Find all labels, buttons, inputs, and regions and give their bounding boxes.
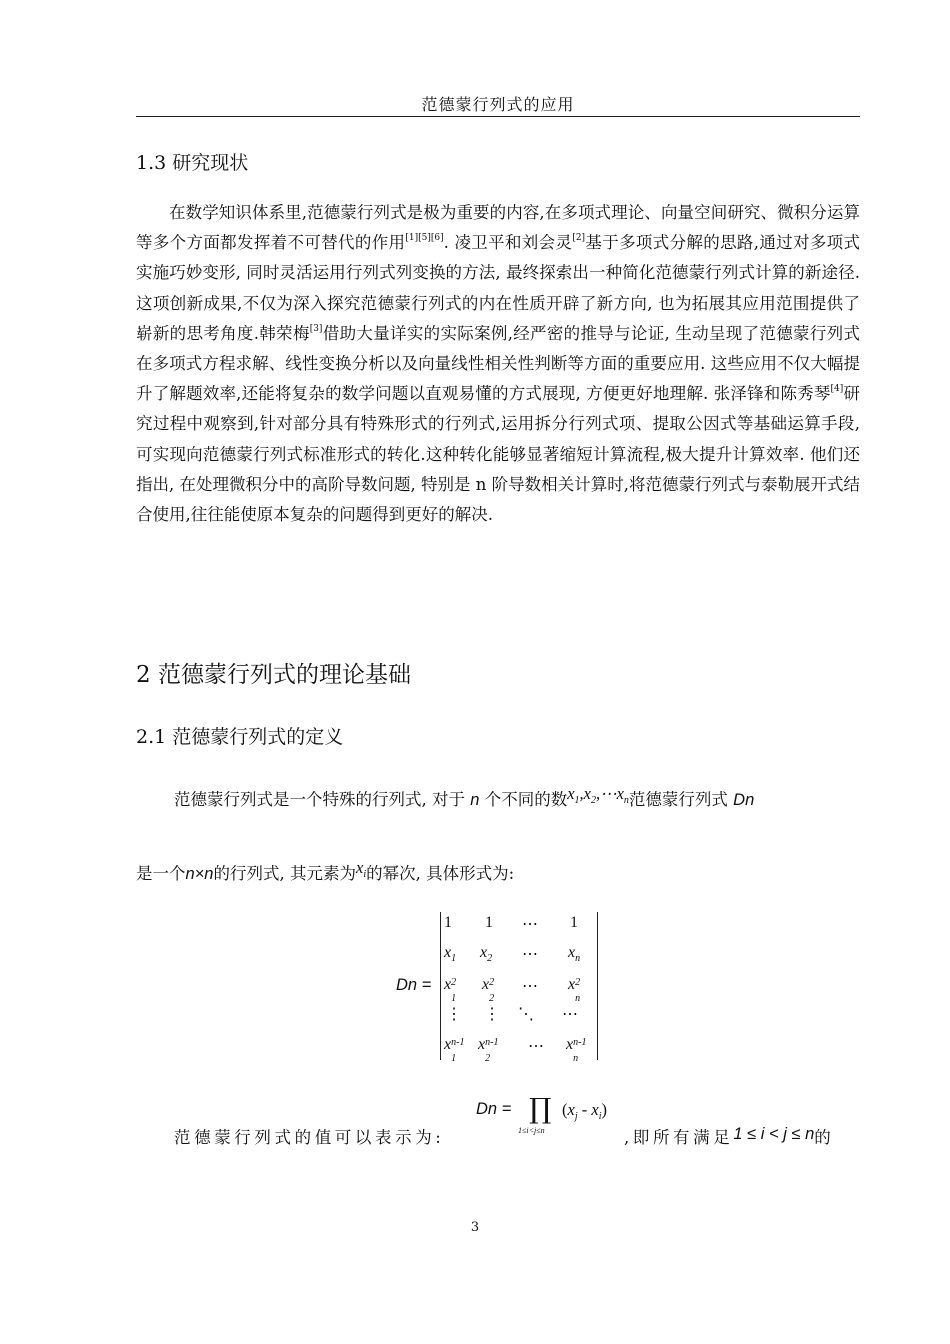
math-ellipsis: ,⋯	[595, 784, 617, 803]
det-cell	[482, 976, 497, 1004]
para-text-4: 借助大量详实的实际案例,经严密的推导与论证, 生动呈现了范德蒙行列式在多项式方程求解、线性变换分析以及向量线性相关性判断等方面的重要应用. 这些应用不仅大幅提升了解题效率,还能将复杂的数学问题以直观易懂的方式展现, 方便更好地理解. 张泽锋和陈秀琴	[136, 323, 860, 404]
para-text-5: 研究过程中观察到,针对部分具有特殊形式的行列式,运用拆分行列式项、提取公因式等基础运算手段,可实现向范德蒙行列式标准形式的转化.这种转化能够显著缩短计算流程,极大提升计算效率. 他们还指出, 在处理微积分中的高阶导数问题, 特别是 n 阶导数相关计算时,将范德蒙行列式与泰勒展开式结合使用,往往能使原本复杂的问题得到更好的解决.	[136, 384, 860, 525]
math-sub: n	[575, 993, 581, 1004]
math-x: x	[566, 1036, 574, 1053]
math-x: x	[444, 944, 452, 961]
det-right-bar	[597, 912, 598, 1060]
math-sub: n	[575, 953, 581, 964]
citation-2: [2]	[572, 233, 586, 244]
det-cell: ⋯	[528, 1038, 544, 1055]
math-x: x	[478, 1036, 486, 1053]
det-cell	[568, 976, 583, 1004]
text: 是一个	[136, 864, 186, 883]
math-x: x	[444, 1036, 452, 1053]
math-x: x	[568, 976, 576, 993]
math-sub: 2	[590, 795, 596, 806]
definition-line-1	[174, 786, 754, 812]
det-left-bar	[440, 912, 441, 1060]
product-formula	[476, 1094, 636, 1140]
product-lhs: Dn =	[476, 1100, 512, 1118]
paren: (	[562, 1100, 568, 1119]
text: ,即所有满足	[624, 1128, 734, 1147]
product-body	[562, 1100, 607, 1122]
para-text-1: 在数学知识体系里,范德蒙行列式是极为重要的内容,在多项式理论、向量空间研究、微积分运算等多个方面都发挥着不可替代的作用	[136, 203, 860, 253]
math-n: n	[470, 791, 480, 809]
math-sup: n-1	[573, 1037, 587, 1048]
math-sub: i	[598, 1111, 602, 1122]
math-x: x	[480, 944, 488, 961]
det-cell: ⋯	[522, 916, 538, 933]
det-cell: ⋯	[522, 978, 538, 995]
math-n-by-n: n×n	[185, 865, 214, 883]
math-sup: n-1	[451, 1037, 465, 1048]
math-comma: ,	[579, 784, 584, 803]
citation-3: [3]	[309, 323, 323, 334]
math-x: x	[356, 858, 364, 877]
running-header: 范德蒙行列式的应用	[421, 95, 575, 114]
paragraph-research-status	[136, 198, 860, 530]
math-sub: 1	[451, 993, 457, 1004]
math-sup: 2	[575, 977, 581, 988]
math-sub: n	[623, 795, 629, 806]
math-sub: i	[363, 869, 367, 880]
math-condition: 1 ≤ i < j ≤ n	[733, 1125, 815, 1143]
text: 个不同的数	[484, 790, 568, 809]
math-sub: 2	[487, 953, 493, 964]
text: 的	[814, 1128, 835, 1147]
citation-4: [4]	[830, 384, 844, 395]
para-text-2: . 凌卫平和刘会灵	[443, 233, 573, 253]
math-sub: 1	[451, 1053, 457, 1064]
math-x: x	[567, 784, 575, 803]
text: 范德蒙行列式	[628, 790, 728, 809]
math-sub: 1	[574, 795, 580, 806]
chapter-heading-2: 2 范德蒙行列式的理论基础	[136, 662, 411, 688]
text: 范德蒙行列式是一个特殊的行列式, 对于	[174, 790, 465, 809]
det-cell	[444, 1036, 473, 1064]
math-sub: 2	[489, 993, 495, 1004]
definition-line-2	[136, 860, 514, 886]
math-sup: 2	[451, 977, 457, 988]
math-x: x	[568, 944, 576, 961]
math-xi	[356, 858, 367, 880]
product-range: 1≤i<j≤n	[518, 1126, 545, 1135]
math-x: x	[567, 1100, 575, 1119]
det-cell	[444, 944, 456, 964]
det-label: Dn =	[396, 976, 432, 994]
det-cell: ⋯	[562, 1006, 578, 1023]
math-dn: Dn	[733, 791, 755, 809]
det-cell: 1	[485, 914, 493, 931]
det-cell	[480, 944, 492, 964]
math-x: x	[616, 784, 624, 803]
det-cell	[568, 944, 580, 964]
text: 的幂次, 具体形式为:	[366, 864, 515, 883]
header-rule	[136, 116, 860, 117]
math-sup: 2	[489, 977, 495, 988]
det-cell	[444, 976, 459, 1004]
math-x: x	[583, 784, 591, 803]
math-x: x	[482, 976, 490, 993]
para-text-3: 基于多项式分解的思路,通过对多项式实施巧妙变形, 同时灵活运用行列式列变换的方法, 最终探索出一种简化范德蒙行列式计算的新途径. 这项创新成果,不仅为深入探究范德蒙行列式的内在性质开辟了新方向, 也为拓展其应用范围提供了崭新的思考角度.韩荣梅	[136, 233, 861, 343]
citation-1-5-6: [1][5][6]	[405, 233, 444, 244]
page-number: 3	[470, 1220, 480, 1235]
definition-line-3-left: 范德蒙行列式的值可以表示为:	[174, 1128, 445, 1147]
math-sub: 2	[485, 1053, 491, 1064]
text: 的行列式, 其元素为	[213, 864, 356, 883]
section-heading-1-3: 1.3 研究现状	[136, 152, 249, 174]
det-cell	[478, 1036, 507, 1064]
math-sub: 1	[451, 953, 457, 964]
section-heading-2-1: 2.1 范德蒙行列式的定义	[136, 726, 344, 748]
math-x: x	[444, 976, 452, 993]
det-cell: 1	[444, 914, 452, 931]
det-cell: ⋯	[522, 946, 538, 963]
det-cell: ⋮	[484, 1006, 500, 1023]
product-symbol: ∏	[529, 1092, 552, 1125]
paren: )	[601, 1100, 607, 1119]
det-cell	[566, 1036, 595, 1064]
det-cell: ⋮	[446, 1006, 462, 1023]
det-cell: 1	[570, 914, 578, 931]
math-sub: j	[574, 1111, 578, 1122]
math-sup: n-1	[485, 1037, 499, 1048]
definition-line-3-right	[624, 1124, 834, 1148]
det-cell: ⋱	[518, 1006, 534, 1023]
minus: -	[581, 1100, 588, 1119]
math-x-sequence	[567, 784, 629, 806]
math-sub: n	[573, 1053, 579, 1064]
math-x: x	[591, 1100, 599, 1119]
